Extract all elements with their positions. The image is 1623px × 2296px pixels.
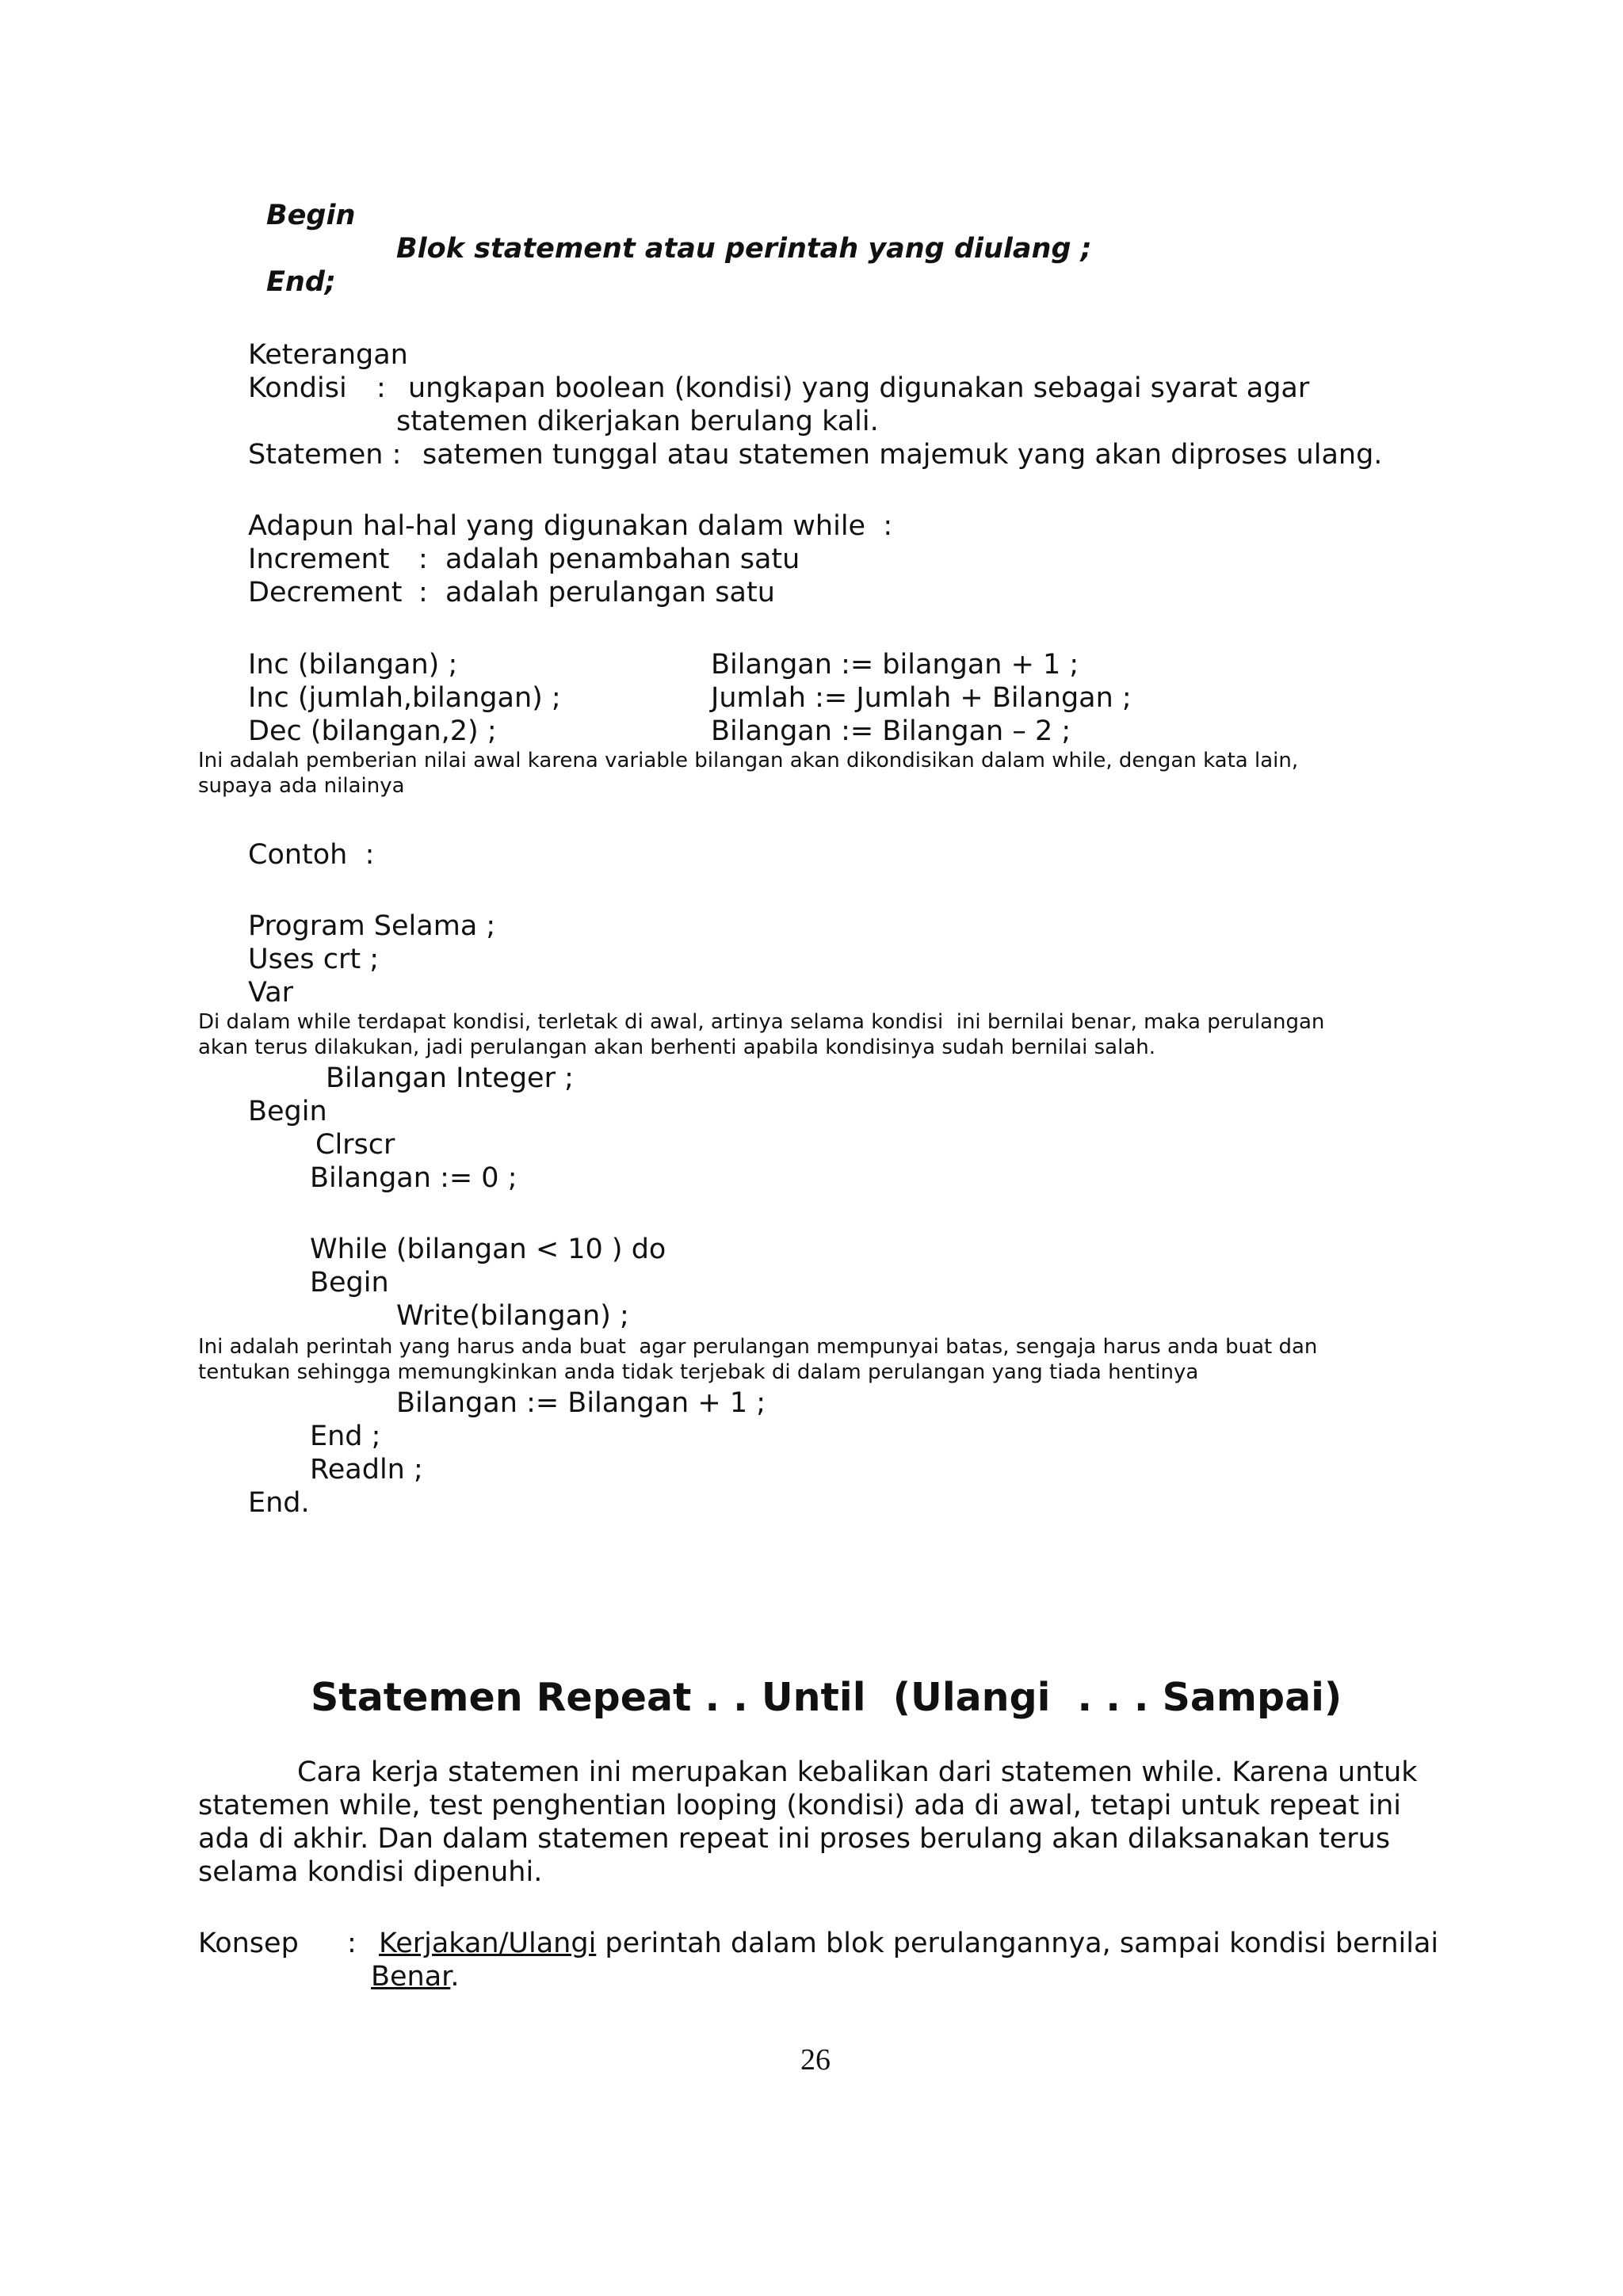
code-line: Var <box>248 977 294 1009</box>
increment-label: Increment <box>248 543 390 575</box>
konsep-sep: : <box>347 1928 357 1959</box>
konsep-text-1: perintah dalam blok perulangannya, sampai kondisi bernilai <box>596 1928 1439 1959</box>
example-left-2: Inc (jumlah,bilangan) ; <box>248 682 561 714</box>
kondisi-text-1: ungkapan boolean (kondisi) yang digunakan sebagai syarat agar <box>408 372 1310 404</box>
example-left-3: Dec (bilangan,2) ; <box>248 715 497 747</box>
code-line: While (bilangan < 10 ) do <box>310 1234 666 1265</box>
code-line: End. <box>248 1487 310 1519</box>
code-line: Uses crt ; <box>248 944 380 975</box>
increment-text: : adalah penambahan satu <box>418 543 800 575</box>
example-right-1: Bilangan := bilangan + 1 ; <box>711 649 1079 681</box>
konsep-underlined-2: Benar <box>371 1961 451 1993</box>
note2-line2: akan terus dilakukan, jadi perulangan akan berhenti apabila kondisinya sudah bernilai salah. <box>198 1035 1155 1059</box>
note1-line2: supaya ada nilainya <box>198 774 405 798</box>
example-right-2: Jumlah := Jumlah + Bilangan ; <box>711 682 1132 714</box>
code-line: Readln ; <box>310 1454 423 1486</box>
konsep-underlined-1: Kerjakan/Ulangi <box>379 1928 597 1959</box>
paragraph-line: ada di akhir. Dan dalam statemen repeat ini proses berulang akan dilaksanakan terus <box>198 1823 1391 1855</box>
paragraph-line: Cara kerja statemen ini merupakan kebalikan dari statemen while. Karena untuk <box>297 1756 1418 1788</box>
example-left-1: Inc (bilangan) ; <box>248 649 458 681</box>
konsep-label: Konsep <box>198 1928 299 1959</box>
code-line: Bilangan := Bilangan + 1 ; <box>396 1387 766 1419</box>
note3-line2: tentukan sehingga memungkinkan anda tidak terjebak di dalam perulangan yang tiada hentinya <box>198 1360 1199 1384</box>
paragraph-line: selama kondisi dipenuhi. <box>198 1856 543 1888</box>
code-line: Clrscr <box>315 1129 395 1161</box>
note3-line1: Ini adalah perintah yang harus anda buat agar perulangan mempunyai batas, sengaja harus anda buat dan <box>198 1335 1318 1359</box>
kondisi-label: Kondisi <box>248 372 347 404</box>
code-line: Begin <box>248 1096 327 1127</box>
konsep-text-2: . <box>450 1961 460 1993</box>
keterangan-title: Keterangan <box>248 339 408 371</box>
kondisi-text-2: statemen dikerjakan berulang kali. <box>396 406 879 437</box>
code-line: Program Selama ; <box>248 910 496 942</box>
page-number: 26 <box>800 2043 831 2077</box>
syntax-begin: Begin <box>266 200 356 231</box>
statemen-label: Statemen : <box>248 439 402 471</box>
decrement-label: Decrement <box>248 577 403 608</box>
code-line: Begin <box>310 1267 389 1299</box>
code-line: End ; <box>310 1421 381 1452</box>
contoh-label: Contoh : <box>248 839 375 871</box>
konsep-line-1 <box>379 1927 1438 1960</box>
note2-line1: Di dalam while terdapat kondisi, terletak di awal, artinya selama kondisi ini bernilai benar, maka perulangan <box>198 1010 1325 1034</box>
example-right-3: Bilangan := Bilangan – 2 ; <box>711 715 1071 747</box>
kondisi-sep: : <box>376 372 386 404</box>
while-intro: Adapun hal-hal yang digunakan dalam while : <box>248 510 893 542</box>
paragraph-line: statemen while, test penghentian looping (kondisi) ada di awal, tetapi untuk repeat ini <box>198 1790 1401 1821</box>
syntax-end: End; <box>266 266 336 298</box>
code-line: Bilangan := 0 ; <box>310 1162 517 1194</box>
decrement-text: : adalah perulangan satu <box>418 577 775 608</box>
code-line: Write(bilangan) ; <box>396 1300 629 1332</box>
konsep-line-2 <box>371 1960 460 1993</box>
section-heading: Statemen Repeat . . Until (Ulangi . . . Sampai) <box>311 1675 1342 1720</box>
statemen-text: satemen tunggal atau statemen majemuk yang akan diproses ulang. <box>422 439 1383 471</box>
code-line: Bilangan Integer ; <box>326 1062 574 1094</box>
syntax-block: Blok statement atau perintah yang diulang ; <box>396 233 1092 265</box>
note1-line1: Ini adalah pemberian nilai awal karena variable bilangan akan dikondisikan dalam while, dengan kata lain, <box>198 749 1299 772</box>
